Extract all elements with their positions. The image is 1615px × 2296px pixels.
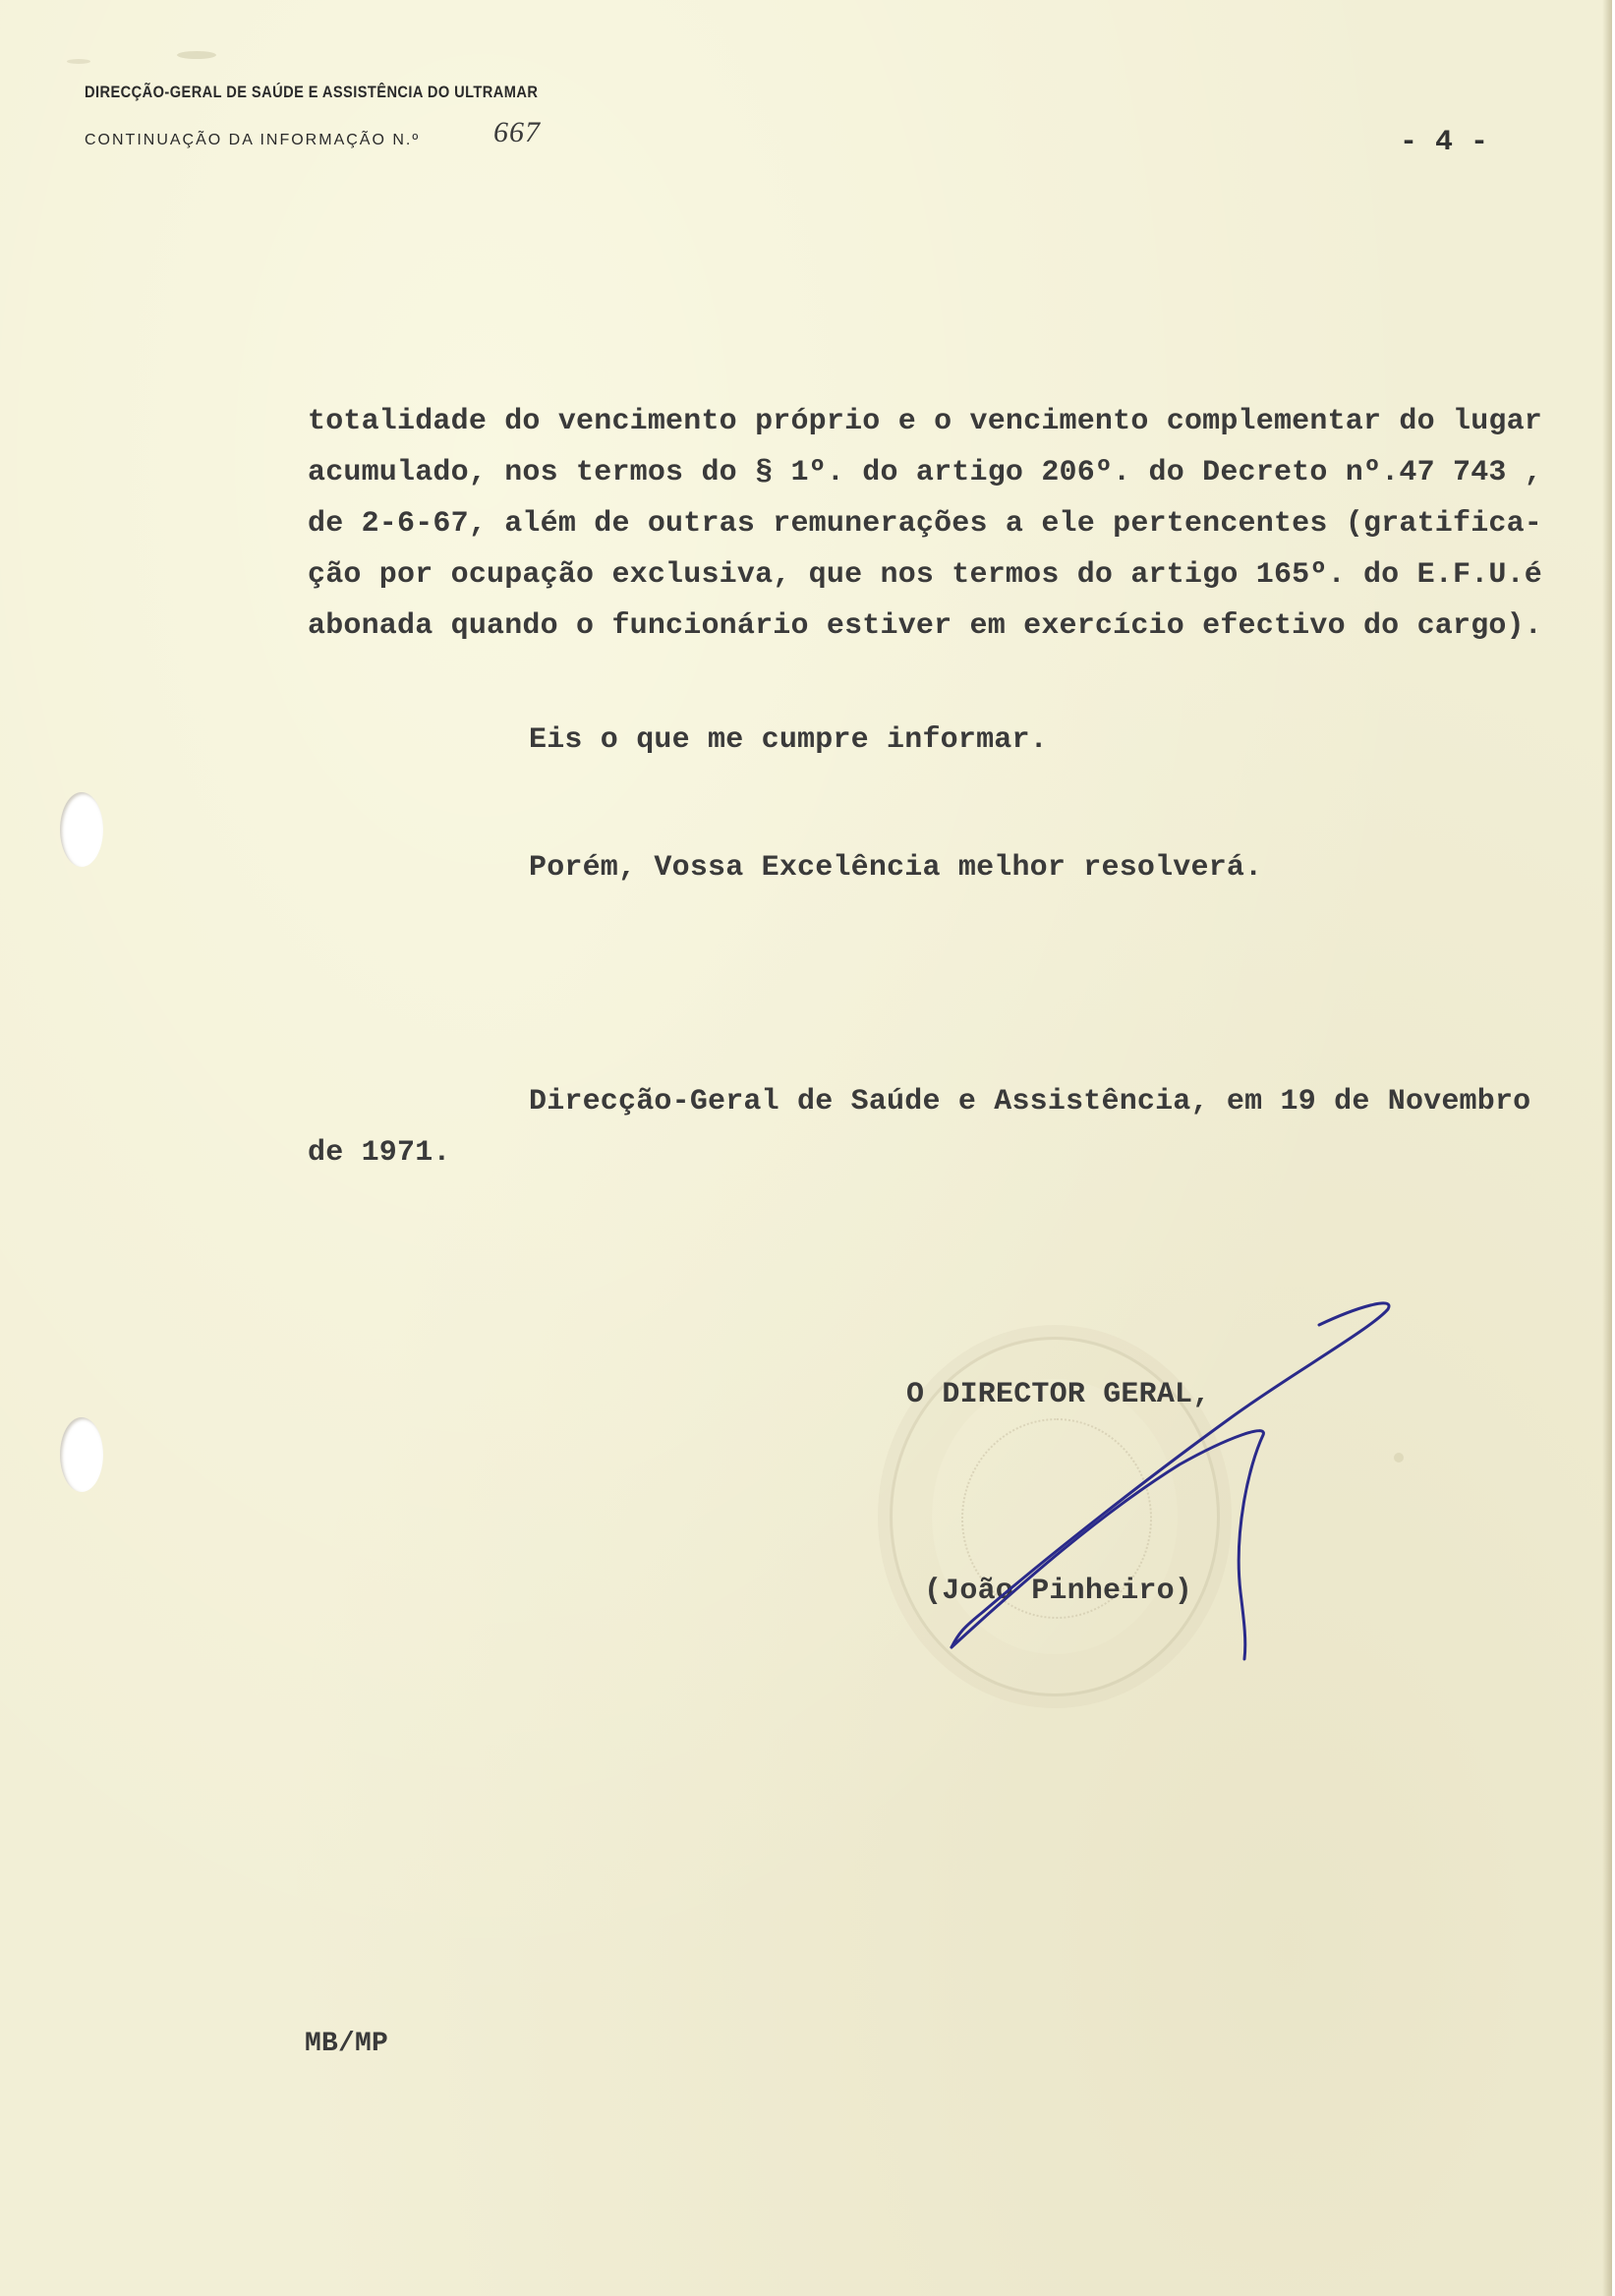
body-line-1: totalidade do vencimento próprio e o vencimento complementar do lugar: [308, 405, 1543, 438]
ink-smudge: [67, 59, 90, 64]
punch-hole-top: [60, 792, 103, 867]
ink-smudge: [177, 51, 216, 59]
ink-smudge: [1394, 1453, 1404, 1463]
signature-title: O DIRECTOR GERAL,: [906, 1378, 1211, 1411]
page-number: - 4 -: [1400, 126, 1489, 159]
information-number: 667: [493, 116, 541, 148]
page-edge-shadow: [1602, 0, 1612, 2296]
inform-sentence: Eis o que me cumpre informar.: [529, 723, 1048, 757]
letterhead-institution: DIRECÇÃO-GERAL DE SAÚDE E ASSISTÊNCIA DO ULTRAMAR: [85, 83, 539, 101]
punch-hole-bottom: [60, 1417, 103, 1492]
place-date-line-2: de 1971.: [308, 1136, 451, 1170]
footer-initials: MB/MP: [305, 2029, 389, 2059]
place-date-line-1: Direcção-Geral de Saúde e Assistência, em 19 de Novembro: [529, 1085, 1531, 1119]
body-line-5: abonada quando o funcionário estiver em exercício efectivo do cargo).: [308, 609, 1543, 643]
resolve-sentence: Porém, Vossa Excelência melhor resolverá.: [529, 851, 1263, 885]
letterhead-continuation: CONTINUAÇÃO DA INFORMAÇÃO N.º: [85, 132, 421, 148]
signatory-name: (João Pinheiro): [924, 1575, 1193, 1608]
body-line-3: de 2-6-67, além de outras remunerações a ele pertencentes (gratifica-: [308, 507, 1543, 541]
body-line-4: ção por ocupação exclusiva, que nos termos do artigo 165º. do E.F.U.é: [308, 558, 1543, 592]
body-line-2: acumulado, nos termos do § 1º. do artigo 206º. do Decreto nº.47 743 ,: [308, 456, 1543, 489]
